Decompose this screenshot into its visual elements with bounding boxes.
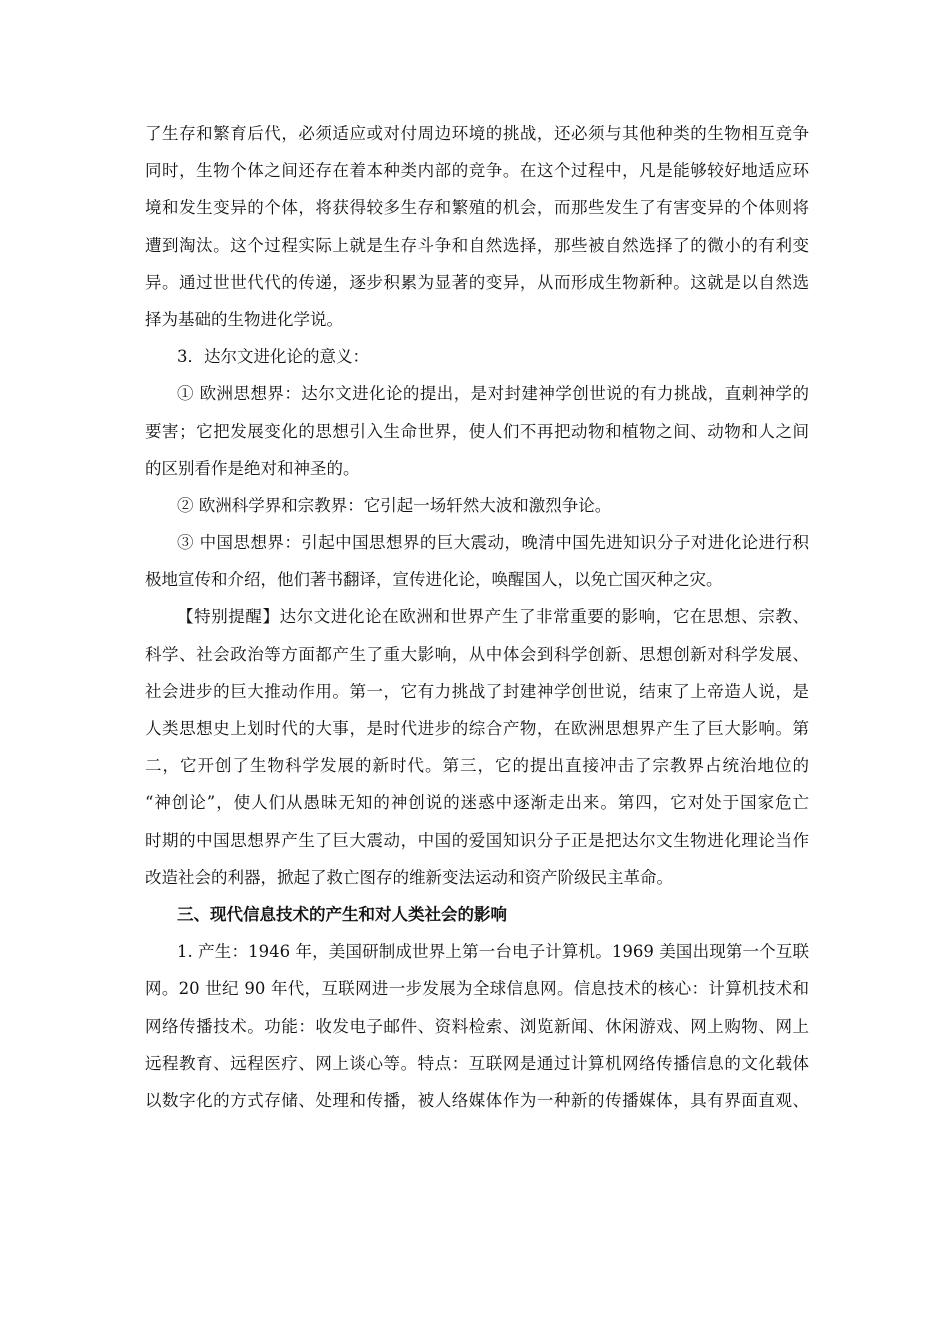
text-line: 异。通过世世代代的传递，逐步积累为显著的变异，从而形成生物新种。这就是以自然选: [145, 272, 809, 292]
text-line: 人类思想史上划时代的大事，是时代进步的综合产物，在欧洲思想界产生了巨大影响。第: [145, 719, 809, 738]
text-line: 3．达尔文进化论的意义：: [177, 347, 369, 367]
text-line: 要害；它把发展变化的思想引入生命世界，使人们不再把动物和植物之间、动物和人之间: [145, 421, 809, 441]
document-body: [145, 115, 809, 1119]
text-line: 的区别看作是绝对和神圣的。: [145, 458, 360, 478]
text-line: “神创论”，使人们从愚昧无知的神创说的迷惑中逐渐走出来。第四，它对处于国家危亡: [145, 793, 809, 813]
text-line: 境和发生变异的个体，将获得较多生存和繁殖的机会，而那些发生了有害变异的个体则将: [145, 198, 809, 218]
text-line: 远程教育、远程医疗、网上谈心等。特点：互联网是通过计算机网络传播信息的文化载体: [145, 1053, 809, 1073]
section-heading: 三、现代信息技术的产生和对人类社会的影响: [177, 904, 507, 924]
text-line: 网络传播技术。功能：收发电子邮件、资料检索、浏览新闻、休闲游戏、网上购物、网上: [145, 1016, 809, 1036]
text-line: 遭到淘汰。这个过程实际上就是生存斗争和自然选择，那些被自然选择了的微小的有利变: [145, 235, 809, 255]
text-line: 同时，生物个体之间还存在着本种类内部的竞争。在这个过程中，凡是能够较好地适应环: [145, 161, 809, 181]
text-line: 科学、社会政治等方面都产生了重大影响，从中体会到科学创新、思想创新对科学发展、: [145, 644, 809, 664]
text-line: 二，它开创了生物科学发展的新时代。第三，它的提出直接冲击了宗教界占统治地位的: [145, 756, 809, 776]
text-line: ① 欧洲思想界：达尔文进化论的提出，是对封建神学创世说的有力挑战，直刺神学的: [177, 384, 809, 404]
text-line: 改造社会的利器，掀起了救亡图存的维新变法运动和资产阶级民主革命。: [145, 867, 673, 887]
text-line: 【特别提醒】达尔文进化论在欧洲和世界产生了非常重要的影响，它在思想、宗教、: [177, 607, 809, 627]
text-line: 1. 产生：1946 年，美国研制成世界上第一台电子计算机。1969 美国出现第一个互联: [177, 942, 809, 962]
text-line: 以数字化的方式存储、处理和传播，被人络媒体作为一种新的传播媒体，具有界面直观、: [145, 1090, 809, 1110]
text-line: ③ 中国思想界：引起中国思想界的巨大震动，晚清中国先进知识分子对进化论进行积: [177, 533, 809, 553]
text-line: 择为基础的生物进化学说。: [145, 309, 343, 329]
text-line: 社会进步的巨大推动作用。第一，它有力挑战了封建神学创世说，结束了上帝造人说，是: [145, 681, 809, 701]
text-line: 极地宣传和介绍，他们著书翻译，宣传进化论，唤醒国人，以免亡国灭种之灾。: [145, 570, 723, 590]
text-line: 时期的中国思想界产生了巨大震动，中国的爱国知识分子正是把达尔文生物进化理论当作: [145, 830, 809, 850]
text-line: ② 欧洲科学界和宗教界：它引起一场轩然大波和激烈争论。: [177, 495, 612, 515]
text-line: 网。20 世纪 90 年代，互联网进一步发展为全球信息网。信息技术的核心：计算机技术和: [145, 979, 809, 999]
text-line: 了生存和繁育后代，必须适应或对付周边环境的挑战，还必须与其他种类的生物相互竞争: [145, 124, 809, 143]
